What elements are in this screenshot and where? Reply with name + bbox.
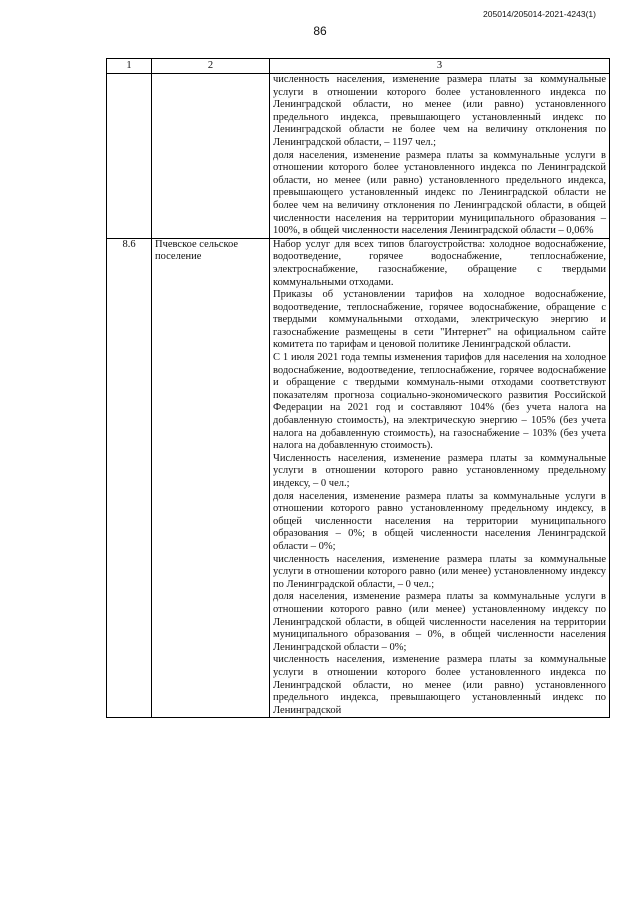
table-row [107, 74, 610, 239]
paragraph: доля населения, изменение размера платы за коммунальные услуги в отношении которого равно (или менее) установленному индексу по Ленинградской области, в общей численности населения на территории муниципального образования – 0%, в общей численности населения Ленинградской области – 0%; [273, 591, 606, 653]
column-header-1: 1 [107, 59, 152, 74]
settlement-name: Пчевское сельское поселение [152, 238, 270, 718]
row-number: 8.6 [107, 238, 152, 718]
settlement-name [152, 74, 270, 239]
table-row [107, 238, 610, 718]
row-description [270, 74, 610, 239]
row-number [107, 74, 152, 239]
row-description [270, 238, 610, 718]
paragraph: Численность населения, изменение размера платы за коммунальные услуги в отношении которого равно установленному предельному индексу, – 0 чел.; [273, 452, 606, 489]
paragraph: Приказы об установлении тарифов на холодное водоснабжение, водоотведение, теплоснабжение, горячее водоснабжение, обращение с твердыми коммунальными отходами, электрическую энергию и газоснабжение размещены в сети "Интернет" на официальном сайте комитета по тарифам и ценовой политике Ленинградской области. [273, 289, 606, 351]
column-header-3: 3 [270, 59, 610, 74]
paragraph: численность населения, изменение размера платы за коммунальные услуги в отношении которого более установленного индекса по Ленинградской области, но менее (или равно) установленного предельного индекса, превышающего установленный индекс по Ленинградской области не более чем на величину отклонения по Ленинградской области, – 1197 чел.; [273, 74, 606, 148]
paragraph: доля населения, изменение размера платы за коммунальные услуги в отношении которого равно установленному предельному индексу, в общей численности населения на территории муниципального образования – 0%; в общей численности населения Ленинградской области – 0%; [273, 490, 606, 552]
paragraph: Набор услуг для всех типов благоустройства: холодное водоснабжение, водоотведение, горячее водоснабжение, теплоснабжение, электроснабжение, газоснабжение, обращение с твердыми коммунальными отходами. [273, 238, 606, 288]
paragraph: С 1 июля 2021 года темпы изменения тарифов для населения на холодное водоснабжение, водоотведение, теплоснабжение, горячее водоснабжение и обращение с твердыми коммуналь-ными отходами соответствуют показателям прогноза социально-экономического развития Российской Федерации на 2021 год и составляют 104% (без учета налога на добавленную стоимость), на электрическую энергию – 105% (без учета налога на добавленную стоимость), на газоснабжение – 103% (без учета налога на добавленную стоимость). [273, 352, 606, 452]
paragraph: численность населения, изменение размера платы за коммунальные услуги в отношении которого более установленного индекса по Ленинградской области, но менее (или равно) установленного предельного индекса, превышающего установленный индекс по Ленинградской [273, 654, 606, 716]
content-table [106, 58, 610, 718]
paragraph: доля населения, изменение размера платы за коммунальные услуги в отношении которого более установленного индекса по Ленинградской области, но менее (или равно) установленного предельного индекса, превышающего установленный индекс по Ленинградской области не более чем на величину отклонения по Ленинградской области, в общей численности населения на территории муниципального образования – 100%, в общей численности населения Ленинградской области – 0,06% [273, 149, 606, 237]
document-id: 205014/205014-2021-4243(1) [483, 9, 596, 19]
table-header-row [107, 59, 610, 74]
paragraph: численность населения, изменение размера платы за коммунальные услуги в отношении которого равно (или менее) установленному индексу по Ленинградской области, – 0 чел.; [273, 553, 606, 590]
page-number: 86 [313, 24, 327, 38]
column-header-2: 2 [152, 59, 270, 74]
